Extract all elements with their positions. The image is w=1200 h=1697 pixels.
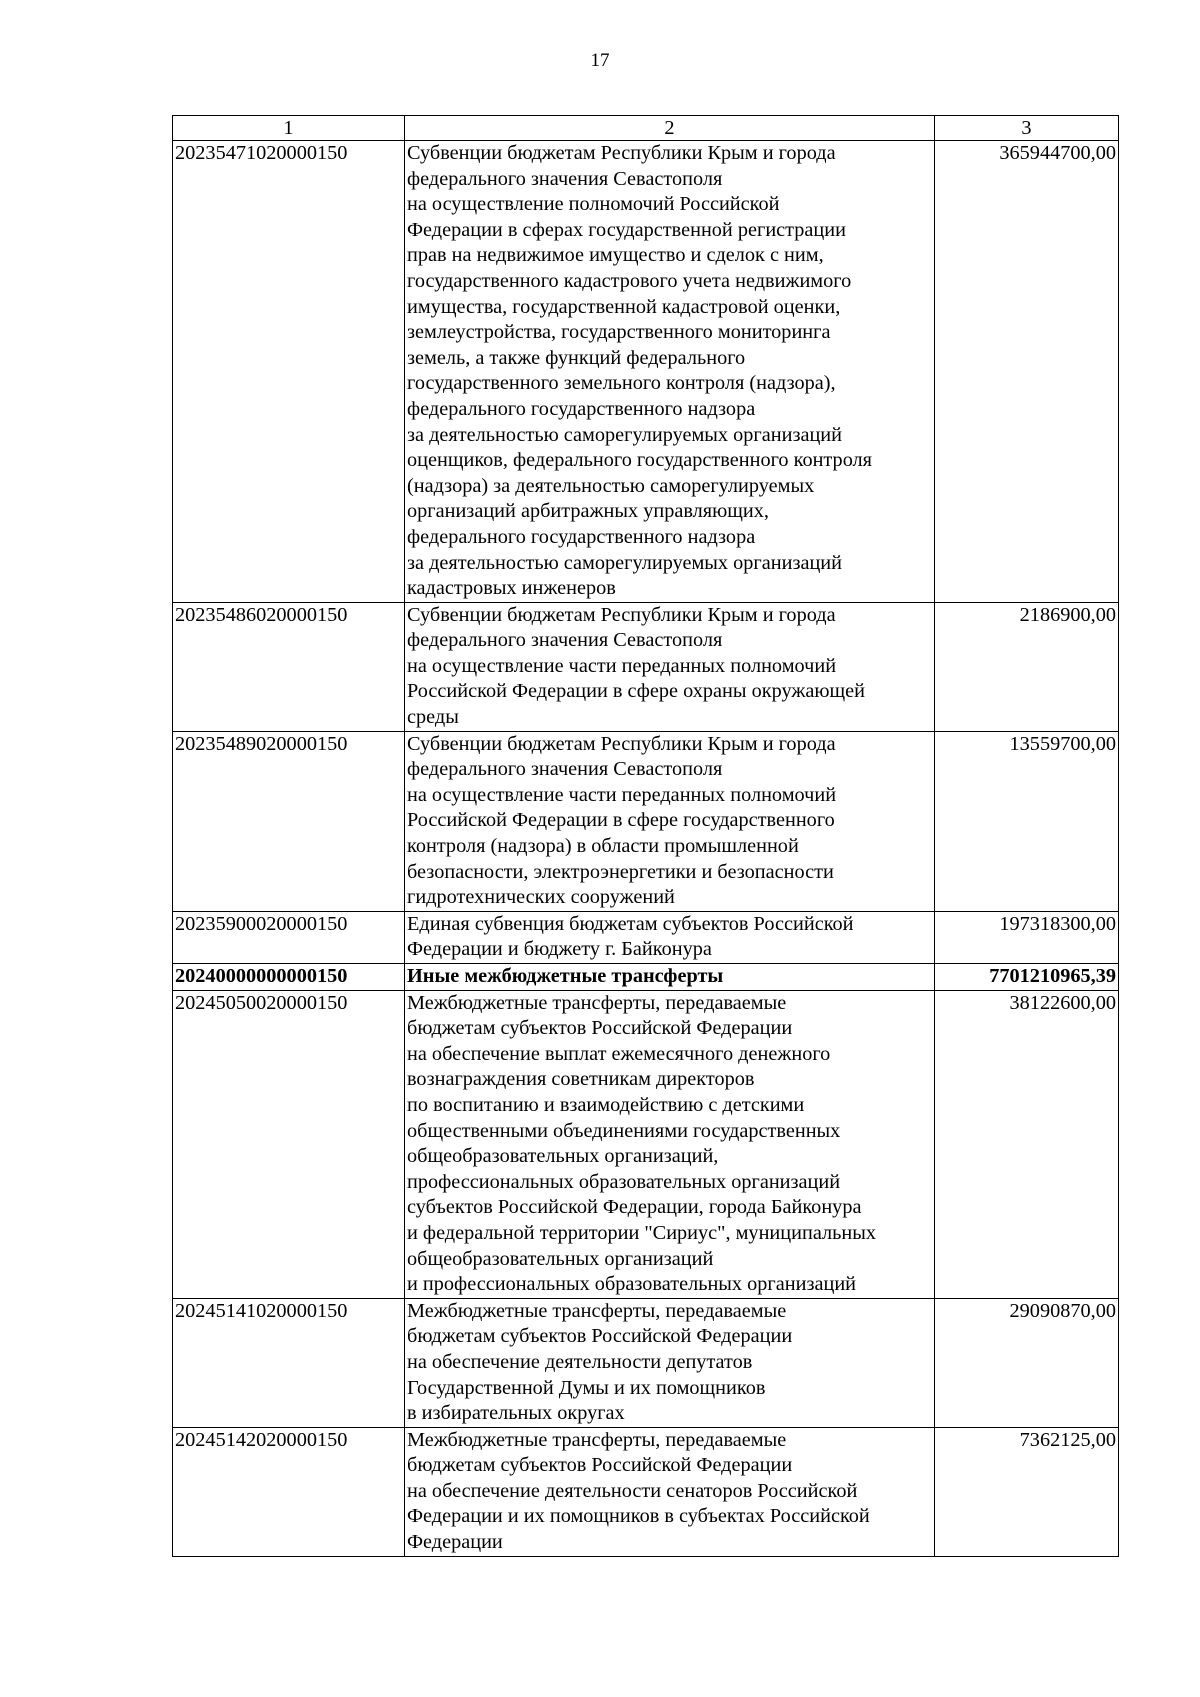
item-name-cell [405, 964, 935, 991]
item-name-line: кадастровых инженеров [407, 577, 616, 600]
item-name-line: Межбюджетные трансферты, передаваемые [407, 991, 787, 1014]
item-name-line: общеобразовательных организаций [407, 1247, 714, 1270]
budget-code-cell: 20235471020000150 [173, 141, 405, 603]
item-name-line: федерального значения Севастополя [407, 629, 723, 652]
item-name-line: федерального государственного надзора [407, 525, 756, 548]
item-name-line: организаций арбитражных управляющих, [407, 500, 769, 523]
item-name-line: Федерации [407, 1531, 503, 1554]
item-name-line: оценщиков, федерального государственного контроля [407, 449, 873, 472]
item-name-line: Единая субвенция бюджетам субъектов Российской [407, 912, 854, 935]
item-name-line: на осуществление части переданных полномочий [407, 783, 837, 806]
item-name-line: Федерации в сферах государственной регистрации [407, 218, 846, 241]
item-name-line: Федерации и бюджету г. Байконура [407, 938, 712, 961]
budget-code-cell: 20240000000000150 [173, 964, 405, 991]
item-name-line: и профессиональных образовательных организаций [407, 1273, 857, 1296]
amount-cell: 7701210965,39 [935, 964, 1119, 991]
item-name-cell [405, 141, 935, 603]
table-row [173, 141, 1119, 603]
item-name-line: безопасности, электроэнергетики и безопасности [407, 860, 834, 883]
item-name-line: государственного земельного контроля (надзора), [407, 372, 836, 395]
item-name-line: Федерации и их помощников в субъектах Российской [407, 1505, 870, 1528]
item-name-line: на осуществление части переданных полномочий [407, 654, 837, 677]
item-name-line: в избирательных округах [407, 1402, 625, 1425]
amount-cell: 13559700,00 [935, 731, 1119, 911]
table-row [173, 602, 1119, 731]
item-name-cell [405, 731, 935, 911]
item-name-line: контроля (надзора) в области промышленной [407, 835, 799, 858]
table-row [173, 1427, 1119, 1556]
item-name-line: Межбюджетные трансферты, передаваемые [407, 1428, 787, 1451]
amount-cell: 2186900,00 [935, 602, 1119, 731]
item-name-line: на обеспечение деятельности депутатов [407, 1350, 753, 1373]
item-name-line: федерального государственного надзора [407, 397, 756, 420]
item-name-line: и федеральной территории "Сириус", муниципальных [407, 1221, 877, 1244]
item-name-line: бюджетам субъектов Российской Федерации [407, 1325, 793, 1348]
item-name-line: Субвенции бюджетам Республики Крым и города [407, 142, 836, 164]
item-name-line: бюджетам субъектов Российской Федерации [407, 1454, 793, 1477]
amount-cell: 197318300,00 [935, 911, 1119, 963]
budget-code-cell: 20235489020000150 [173, 731, 405, 911]
item-name-line: на обеспечение выплат ежемесячного денежного [407, 1042, 831, 1065]
item-name-line: Межбюджетные трансферты, передаваемые [407, 1299, 787, 1322]
page-number: 17 [590, 50, 610, 71]
item-name-cell [405, 990, 935, 1298]
item-name-line: Субвенции бюджетам Республики Крым и города [407, 732, 836, 755]
item-name-cell [405, 602, 935, 731]
item-name-line: на обеспечение деятельности сенаторов Российской [407, 1479, 858, 1502]
item-name-line: земель, а также функций федерального [407, 346, 746, 369]
header-col-2: 2 [405, 116, 935, 141]
budget-code-cell: 20235900020000150 [173, 911, 405, 963]
item-name-line: федерального значения Севастополя [407, 167, 723, 190]
item-name-line: федерального значения Севастополя [407, 758, 723, 781]
amount-cell: 38122600,00 [935, 990, 1119, 1298]
item-name-line: субъектов Российской Федерации, города Байконура [407, 1196, 862, 1219]
item-name-line: Субвенции бюджетам Республики Крым и города [407, 603, 836, 626]
budget-code-cell: 20245142020000150 [173, 1427, 405, 1556]
item-name-line: (надзора) за деятельностью саморегулируемых [407, 474, 815, 497]
table-body [173, 141, 1119, 1557]
table-row [173, 1298, 1119, 1427]
item-name-line: вознаграждения советникам директоров [407, 1068, 755, 1091]
budget-table [172, 115, 1119, 1557]
item-name-line: по воспитанию и взаимодействию с детскими [407, 1093, 805, 1116]
item-name-line: общественными объединениями государственных [407, 1119, 841, 1142]
item-name-line: Государственной Думы и их помощников [407, 1376, 766, 1399]
item-name-line: имущества, государственной кадастровой оценки, [407, 295, 841, 318]
budget-code-cell: 20235486020000150 [173, 602, 405, 731]
item-name-line: Иные межбюджетные трансферты [407, 965, 724, 987]
amount-cell: 365944700,00 [935, 141, 1119, 603]
item-name-line: за деятельностью саморегулируемых организаций [407, 423, 843, 446]
item-name-cell [405, 1298, 935, 1427]
table-row [173, 964, 1119, 991]
table-row [173, 731, 1119, 911]
header-col-1: 1 [173, 116, 405, 141]
item-name-line: гидротехнических сооружений [407, 886, 675, 909]
item-name-line: среды [407, 706, 459, 729]
item-name-line: профессиональных образовательных организаций [407, 1170, 841, 1193]
budget-code-cell: 20245050020000150 [173, 990, 405, 1298]
table-header [173, 116, 1119, 141]
item-name-line: бюджетам субъектов Российской Федерации [407, 1017, 793, 1040]
item-name-line: на осуществление полномочий Российской [407, 193, 780, 216]
item-name-line: Российской Федерации в сфере охраны окружающей [407, 680, 865, 703]
amount-cell: 7362125,00 [935, 1427, 1119, 1556]
budget-code-cell: 20245141020000150 [173, 1298, 405, 1427]
item-name-cell [405, 1427, 935, 1556]
item-name-cell [405, 911, 935, 963]
item-name-line: прав на недвижимое имущество и сделок с ним, [407, 244, 824, 267]
header-row [173, 116, 1119, 141]
item-name-line: за деятельностью саморегулируемых организаций [407, 551, 843, 574]
item-name-line: общеобразовательных организаций, [407, 1145, 719, 1168]
table-row [173, 990, 1119, 1298]
item-name-line: Российской Федерации в сфере государственного [407, 809, 835, 832]
item-name-line: государственного кадастрового учета недвижимого [407, 269, 852, 292]
amount-cell: 29090870,00 [935, 1298, 1119, 1427]
item-name-line: землеустройства, государственного мониторинга [407, 321, 831, 344]
header-col-3: 3 [935, 116, 1119, 141]
table-row [173, 911, 1119, 963]
